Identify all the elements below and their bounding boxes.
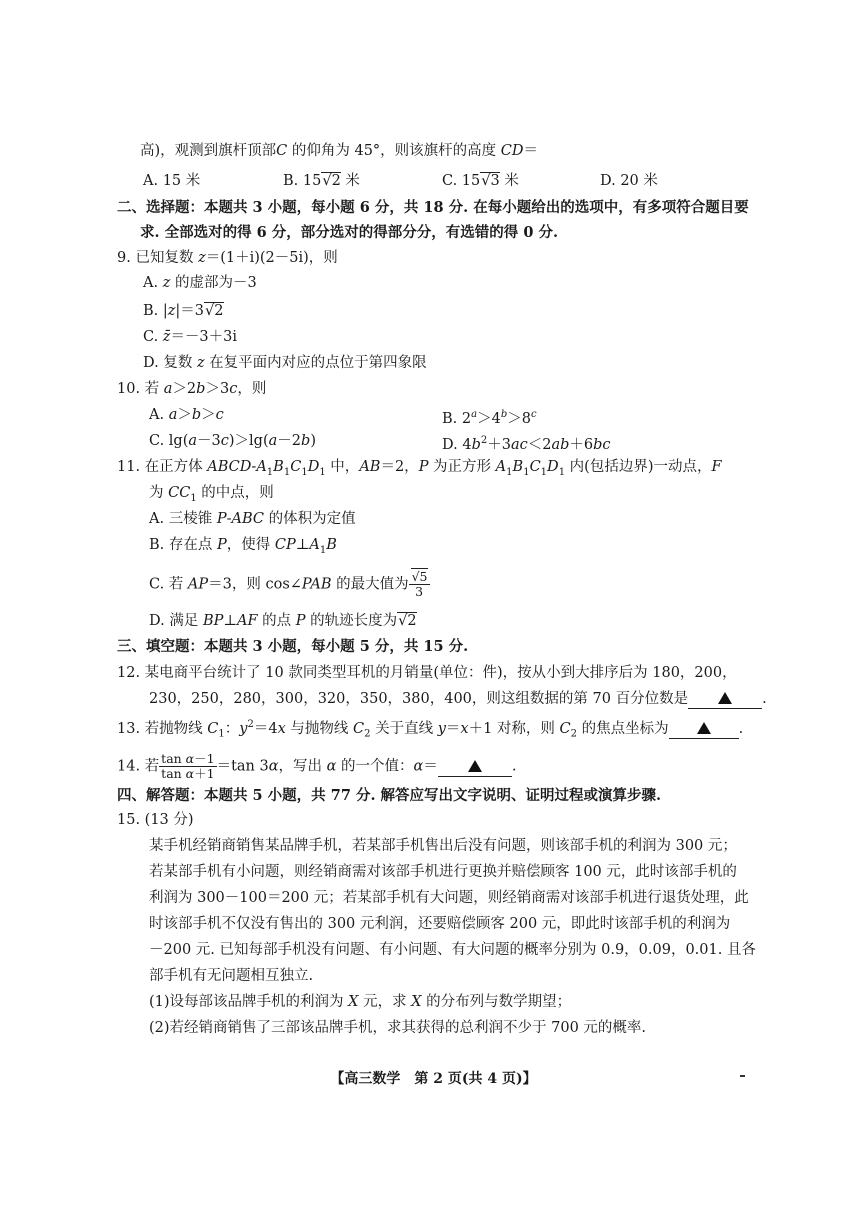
q11-option-b: B. 存在点 P，使得 $CP\perp A_1B$ (149, 537, 337, 556)
q12-line2: 230，250，280，300，320，350，380，400，则这组数据的第 70 百分位数是 . (149, 691, 767, 707)
q11-option-a: A. 三棱锥 P-ABC 的体积为定值 (149, 511, 356, 527)
q9-option-d: D. 复数 z 在复平面内对应的点位于第四象限 (143, 355, 427, 371)
q10-option-a: A. a＞b＞c (149, 407, 224, 423)
q13-answer-blank[interactable] (669, 720, 739, 739)
triangle-icon (718, 692, 732, 704)
q15-paragraph-line: 某手机经销商销售某品牌手机，若某部手机售出后没有问题，则该部手机的利润为 300 元； (149, 838, 737, 854)
section2-heading-line2: 求. 全部选对的得 6 分，部分选对的得部分分，有选错的得 0 分. (140, 224, 559, 241)
q8-stem-tail: 高)，观测到旗杆顶部C 的仰角为 45°，则该旗杆的高度 CD＝ (140, 143, 539, 159)
q15-subquestion-1: (1)设每部该品牌手机的利润为 X 元，求 X 的分布列与数学期望； (149, 994, 572, 1010)
q15-paragraph-line: 若某部手机有小问题，则经销商需对该部手机进行更换并赔偿顾客 100 元，此时该部手机的 (149, 864, 737, 880)
section4-heading: 四、解答题：本题共 5 小题，共 77 分. 解答应写出文字说明、证明过程或演算步骤. (117, 787, 662, 804)
q12-answer-blank[interactable] (688, 690, 762, 709)
q9-option-a: A. z 的虚部为－3 (143, 275, 257, 291)
q10-option-b: B. $2^a>4^b>8^c$ (442, 409, 537, 427)
page-footer: 【高三数学 第 2 页(共 4 页)】 (330, 1071, 537, 1087)
q10-option-d: D. $4b^2+3ac<2ab+6bc$ (442, 435, 611, 453)
q9-option-c: C. z̄＝－3＋3i (143, 329, 238, 345)
q13-line: 13. 若抛物线 $C_1$：$y^2=4x$ 与抛物线 $C_2$ 关于直线 y＝x＋1 对称，则 $C_2$ 的焦点坐标为 . (117, 719, 744, 740)
q14-answer-blank[interactable] (438, 758, 512, 777)
q15-paragraph-line: －200 元. 已知每部手机没有问题、有小问题、有大问题的概率分别为 0.9，0.09，0.01. 且各 (149, 942, 756, 958)
q14-line: 14. 若 $\frac{\text{tan α－1}}{\text{tan α＋1}}$ ＝tan 3α，写出 α 的一个值：α＝ . (117, 751, 517, 781)
q8-option-c: C. 15√3 米 (442, 173, 519, 189)
q11-stem: 11. 在正方体 ABCD-$A_1B_1C_1D_1$ 中，AB＝2，P 为正方形 $A_1B_1C_1D_1$ 内(包括边界)一动点，F (117, 459, 722, 478)
triangle-icon (468, 760, 482, 772)
triangle-icon (697, 722, 711, 734)
q11-stem-line2: 为 $CC_1$ 的中点，则 (149, 485, 274, 504)
page-mark (740, 1075, 745, 1077)
q15-subquestion-2: (2)若经销商销售了三部该品牌手机，求其获得的总利润不少于 700 元的概率. (149, 1020, 647, 1036)
q15-heading: 15. (13 分) (117, 812, 194, 828)
q8-option-b: B. 15√2 米 (283, 173, 360, 189)
q10-option-c: C. lg(a－3c)＞lg(a－2b) (149, 433, 316, 449)
q15-paragraph-line: 时该部手机不仅没有售出的 300 元利润，还要赔偿顾客 200 元，即此时该部手机的利润为 (149, 916, 731, 932)
q11-option-c: C. 若 AP＝3，则 cos∠PAB 的最大值为 $\frac{√5}{3}$ (149, 569, 428, 599)
q12-line1: 12. 某电商平台统计了 10 款同类型耳机的月销量(单位：件)，按从小到大排序后为 180，200， (117, 665, 737, 681)
q11-option-d: D. 满足 BP⊥AF 的点 P 的轨迹长度为√2 (149, 613, 417, 629)
q9-stem: 9. 已知复数 z＝(1＋i)(2－5i)，则 (117, 250, 338, 266)
q15-paragraph-line: 利润为 300－100＝200 元；若某部手机有大问题，则经销商需对该部手机进行退货处理，此 (149, 890, 749, 906)
q8-option-d: D. 20 米 (600, 173, 658, 189)
q10-stem: 10. 若 a＞2b＞3c，则 (117, 381, 267, 397)
q15-paragraph-line: 部手机有无问题相互独立. (149, 968, 314, 984)
q9-option-b: B. |z|＝3√2 (143, 303, 224, 319)
section3-heading: 三、填空题：本题共 3 小题，每小题 5 分，共 15 分. (117, 638, 469, 655)
q8-option-a: A. 15 米 (143, 173, 201, 189)
section2-heading: 二、选择题：本题共 3 小题，每小题 6 分，共 18 分. 在每小题给出的选项中，有多项符合题目要 (117, 199, 749, 216)
